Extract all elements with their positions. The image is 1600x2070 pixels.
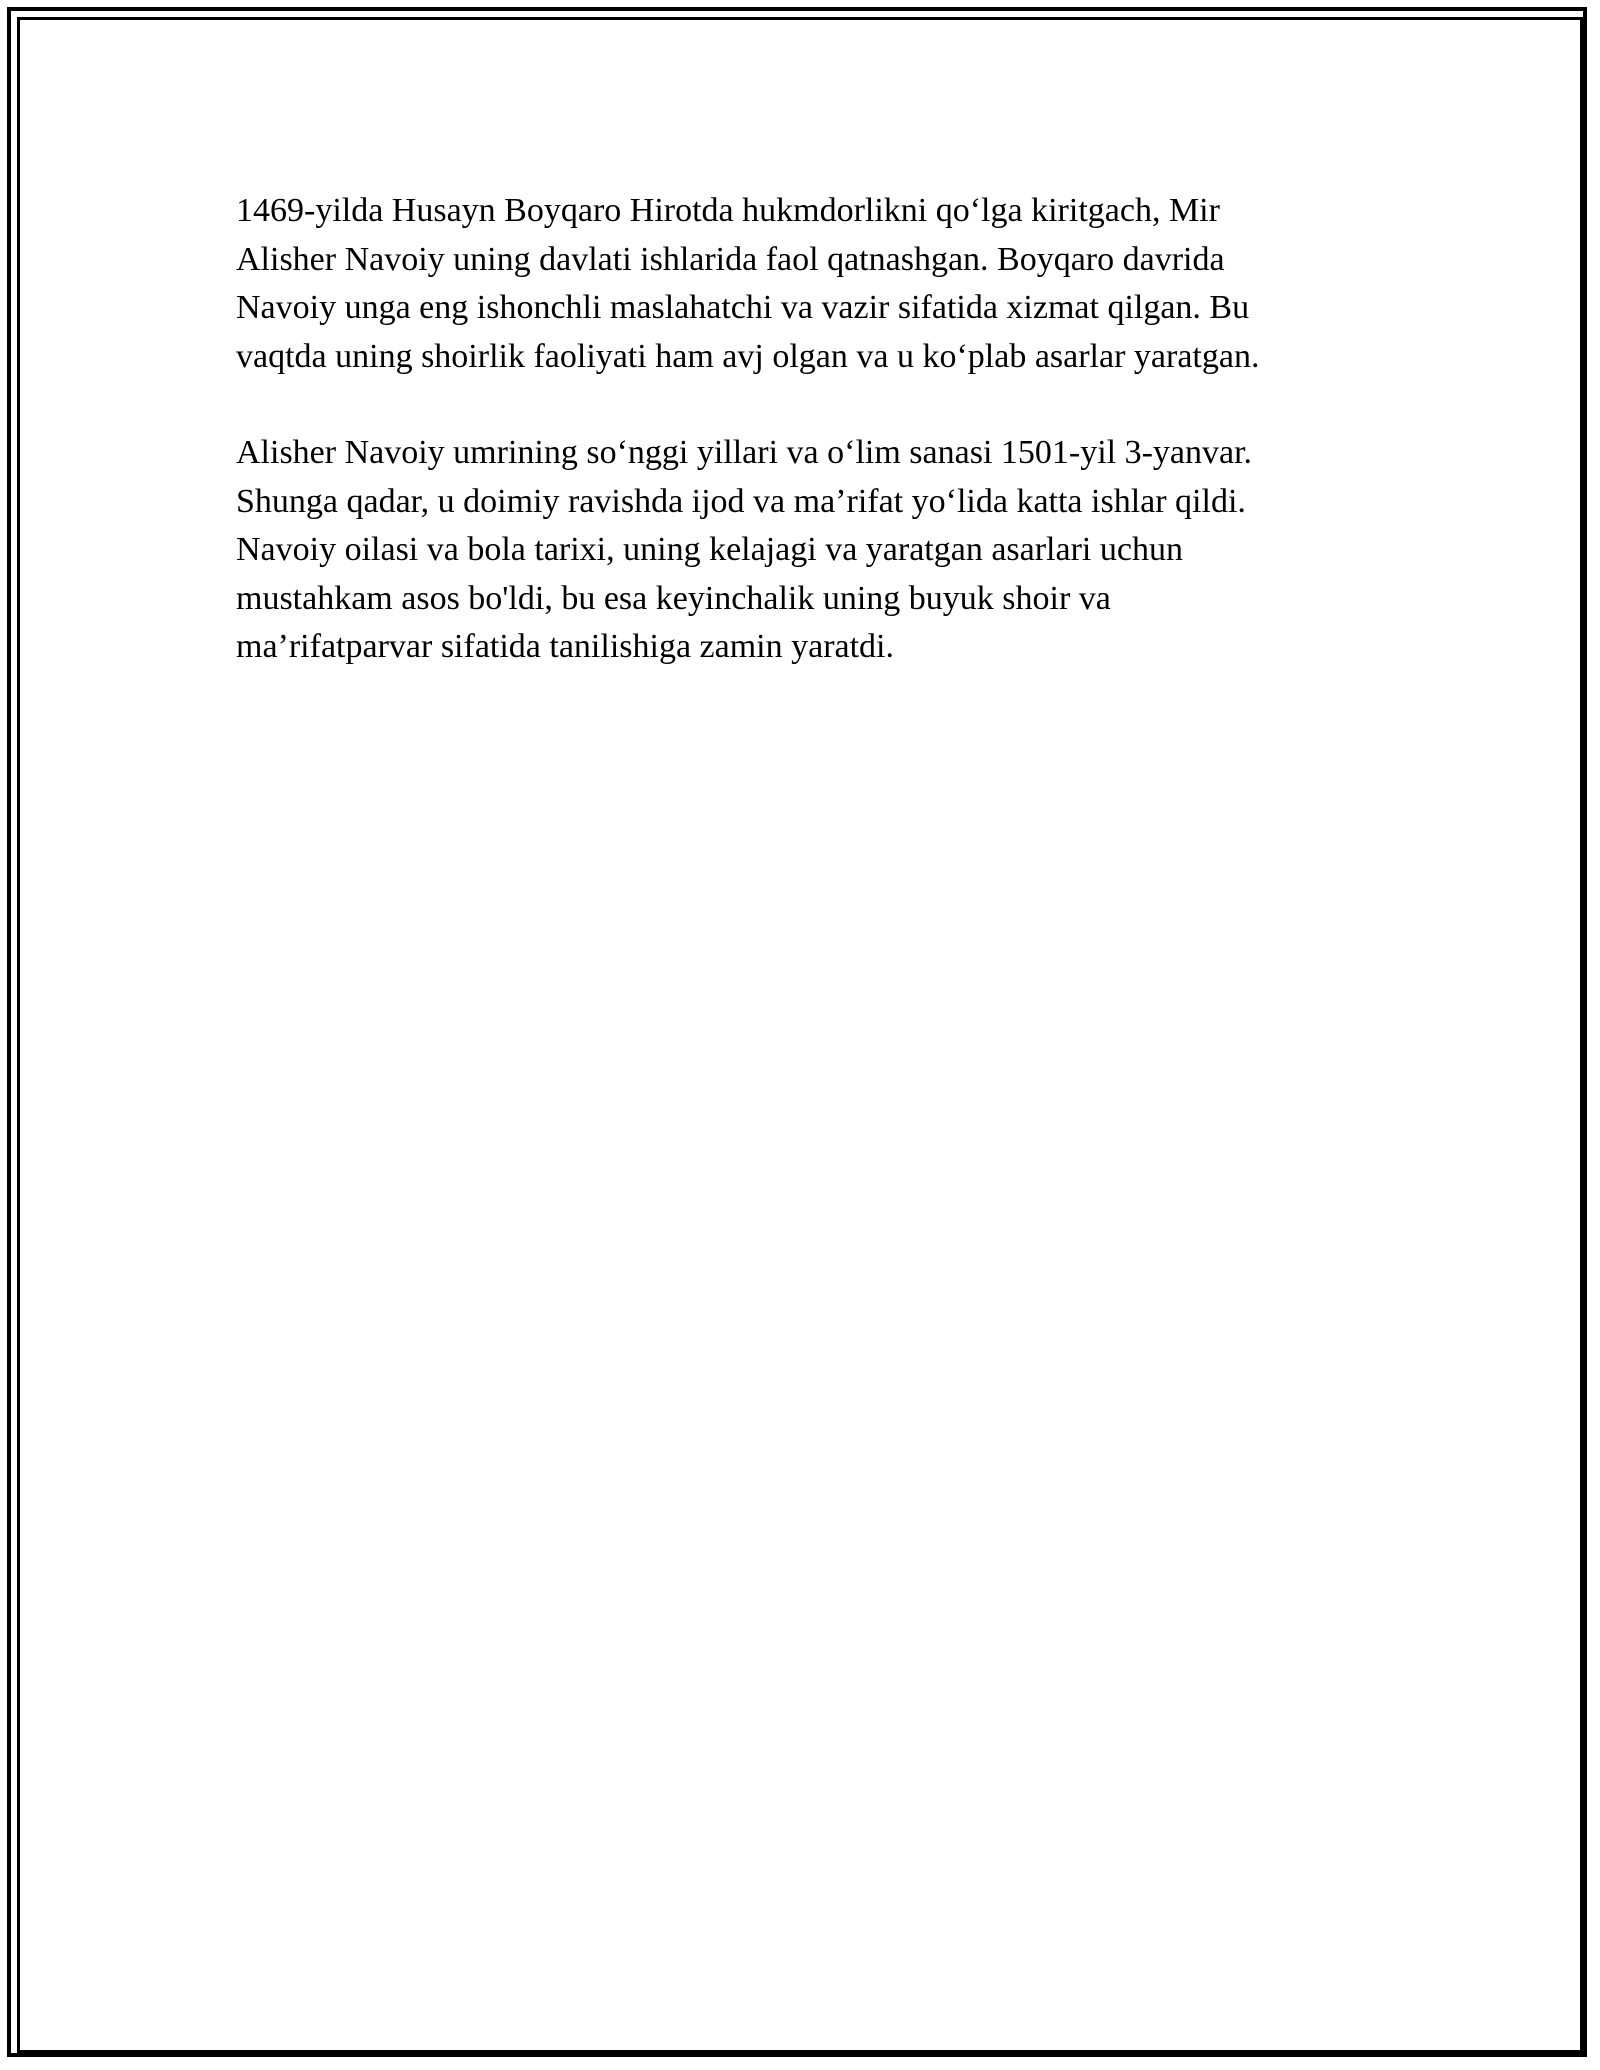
document-body	[236, 187, 1406, 720]
paragraph-line: Navoiy oilasi va bola tarixi, uning kelajagi va yaratgan asarlari uchun	[236, 531, 1183, 568]
paragraph-line: Shunga qadar, u doimiy ravishda ijod va ma’rifat yo‘lida katta ishlar qildi.	[236, 482, 1246, 520]
paragraph-line: 1469-yilda Husayn Boyqaro Hirotda hukmdorlikni qo‘lga kiritgach, Mir	[236, 192, 1220, 229]
paragraph-line: vaqtda uning shoirlik faoliyati ham avj olgan va u ko‘plab asarlar yaratgan.	[236, 337, 1260, 375]
paragraph-2	[236, 429, 1406, 672]
paragraph-1	[236, 187, 1406, 381]
paragraph-line: Navoiy unga eng ishonchli maslahatchi va vazir sifatida xizmat qilgan. Bu	[236, 289, 1250, 326]
paragraph-line: Alisher Navoiy umrining so‘nggi yillari va o‘lim sanasi 1501-yil 3-yanvar.	[236, 434, 1253, 471]
paragraph-line: mustahkam asos bo'ldi, bu esa keyinchalik uning buyuk shoir va	[236, 579, 1111, 617]
paragraph-line: ma’rifatparvar sifatida tanilishiga zamin yaratdi.	[236, 628, 895, 665]
paragraph-line: Alisher Navoiy uning davlati ishlarida faol qatnashgan. Boyqaro davrida	[236, 240, 1225, 278]
